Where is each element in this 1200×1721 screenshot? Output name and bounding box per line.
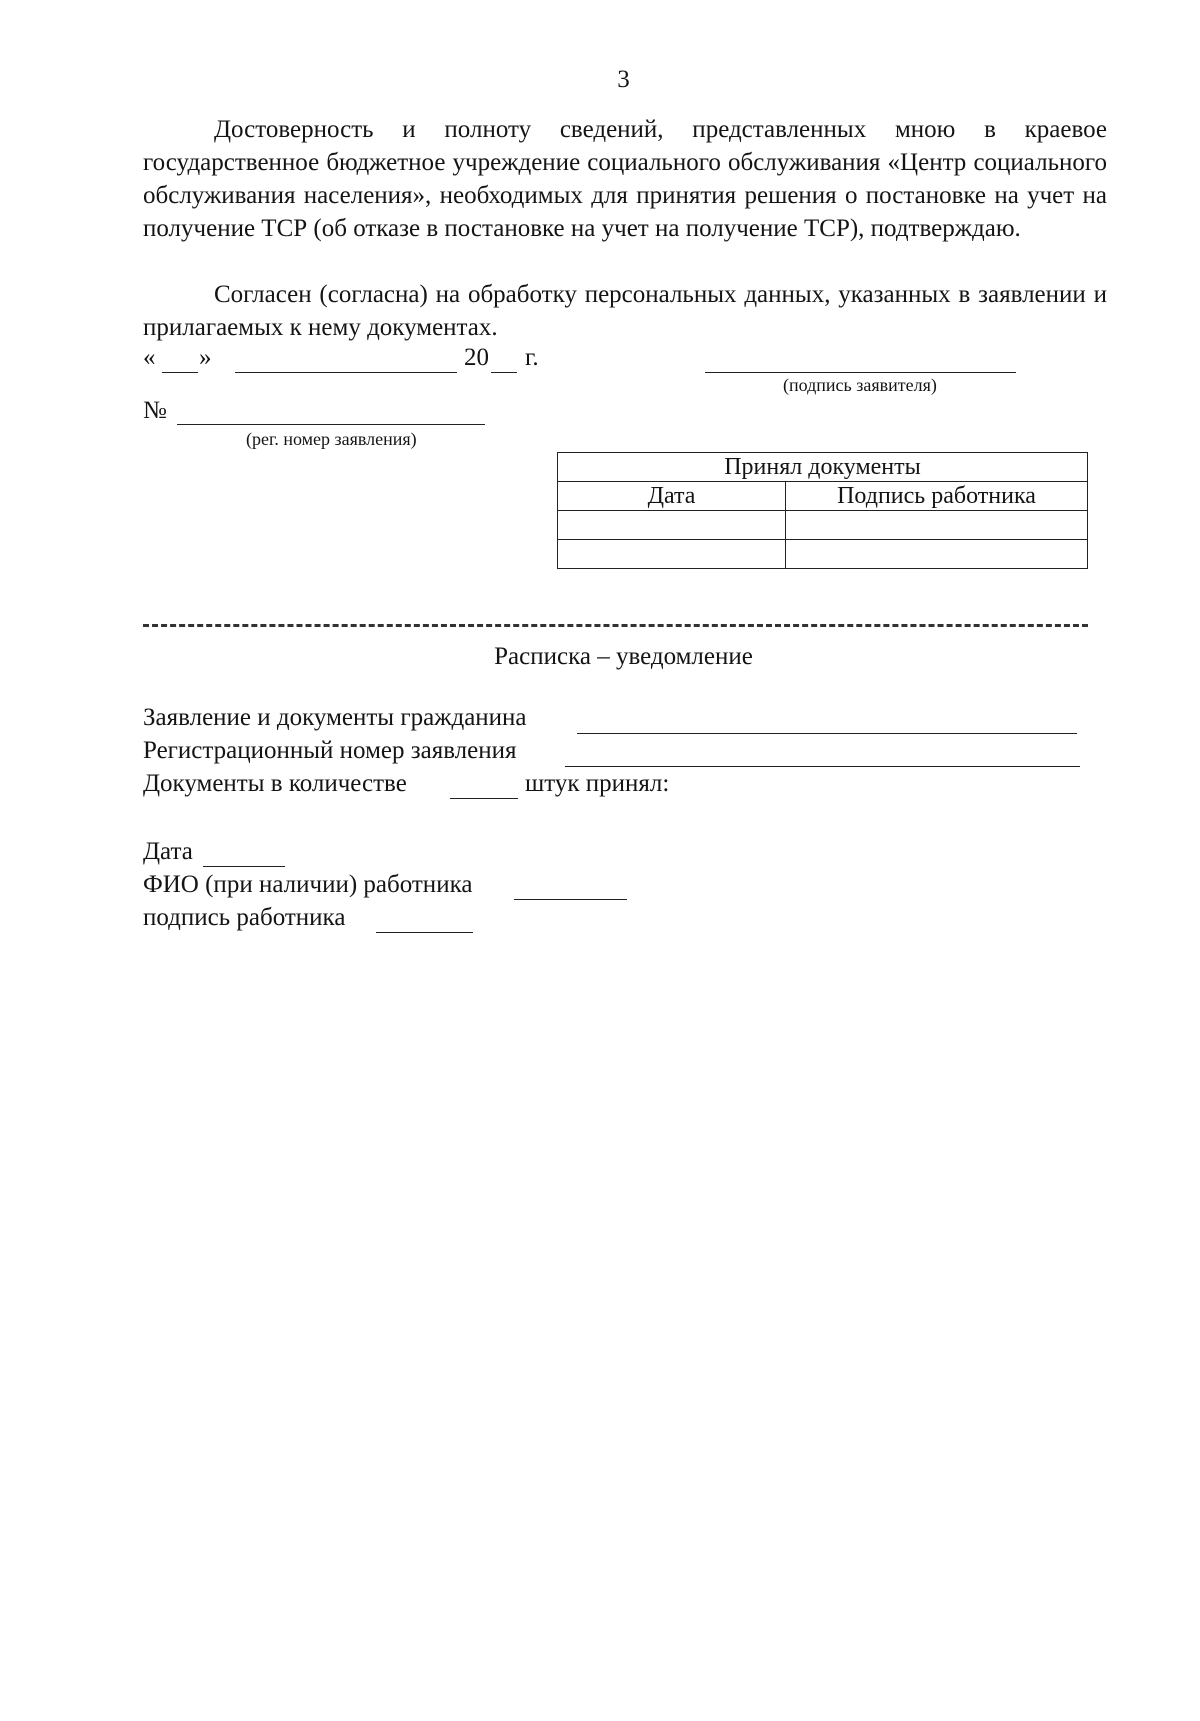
cut-line <box>143 624 1088 627</box>
month-blank[interactable] <box>235 372 457 373</box>
reg-number-label: Регистрационный номер заявления <box>143 737 517 764</box>
table-row <box>558 540 1088 569</box>
consent-paragraph: Согласен (согласна) на обработку персональных данных, указанных в заявлении и прилагаемых к нему документах. <box>143 281 1107 341</box>
signature-caption: (подпись заявителя) <box>783 375 937 395</box>
table-cell[interactable] <box>786 540 1088 569</box>
column-signature: Подпись работника <box>786 482 1088 511</box>
reg-number-caption: (рег. номер заявления) <box>246 429 417 449</box>
documents-count-label: Документы в количестве <box>143 770 407 797</box>
year-suffix: г. <box>525 344 539 371</box>
worker-signature-label: подпись работника <box>143 904 346 931</box>
receipt-date-line[interactable] <box>203 866 285 867</box>
year-prefix: 20 <box>464 344 489 371</box>
documents-count-line[interactable] <box>450 798 518 799</box>
applicant-signature-line[interactable] <box>705 372 1016 373</box>
day-blank[interactable] <box>162 372 198 373</box>
worker-name-line[interactable] <box>514 899 627 900</box>
documents-accepted-label: штук принял: <box>525 770 670 797</box>
reg-number-field-line[interactable] <box>565 766 1080 767</box>
worker-signature-line[interactable] <box>376 932 473 933</box>
confirmation-paragraph: Достоверность и полноту сведений, представленных мною в краевое государственное бюджетное учреждение социального обслуживания «Центр социального обслуживания населения», необходимых для принятия решения о постановке на учет на получение ТСР (об отказе в постановке на учет на получение ТСР), подтверждаю. <box>143 116 1107 242</box>
received-documents-table <box>557 452 1088 569</box>
page-number: 3 <box>617 66 630 93</box>
table-cell[interactable] <box>786 511 1088 540</box>
table-row <box>558 511 1088 540</box>
open-quote: « <box>143 344 156 371</box>
table-cell[interactable] <box>558 511 786 540</box>
citizen-documents-label: Заявление и документы гражданина <box>143 704 527 731</box>
receipt-date-label: Дата <box>143 838 193 865</box>
close-quote: » <box>199 344 212 371</box>
table-cell[interactable] <box>558 540 786 569</box>
reg-number-line[interactable] <box>177 424 485 425</box>
table-header: Принял документы <box>558 453 1088 482</box>
citizen-documents-line[interactable] <box>577 733 1077 734</box>
number-sign: № <box>143 397 167 424</box>
column-date: Дата <box>558 482 786 511</box>
receipt-title: Расписка – уведомление <box>494 643 753 670</box>
year-blank[interactable] <box>491 372 517 373</box>
worker-name-label: ФИО (при наличии) работника <box>143 871 473 898</box>
